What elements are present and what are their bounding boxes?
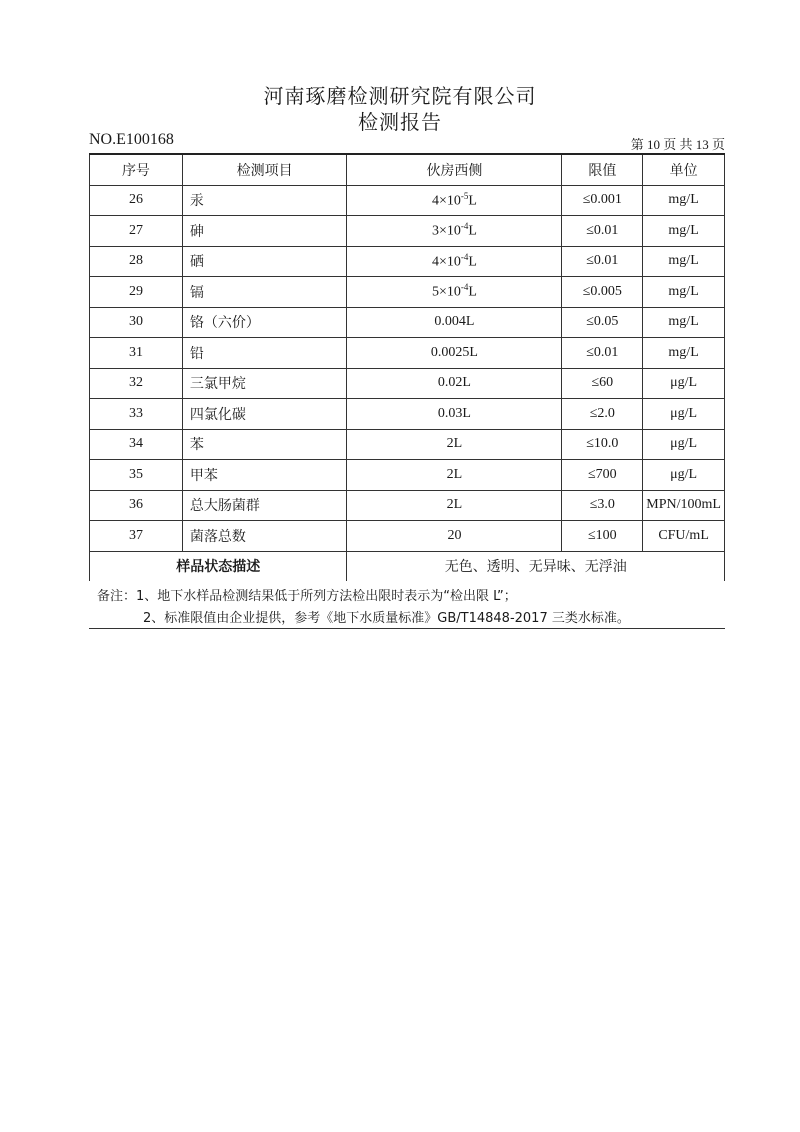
table-row: [90, 490, 725, 521]
report-number: NO.E100168: [89, 131, 174, 148]
table-row: [90, 460, 725, 491]
row-seq: 27: [90, 216, 183, 247]
row-item: 镉: [182, 277, 347, 308]
row-unit: CFU/mL: [643, 521, 725, 552]
row-result: $3\times 10^{-4}L$: [347, 216, 562, 247]
row-item: 甲苯: [182, 460, 347, 491]
row-seq: 29: [90, 277, 183, 308]
table-row: [90, 277, 725, 308]
header-seq: 序号: [90, 154, 183, 185]
document-title: 检测报告: [358, 110, 442, 134]
row-result: $4\times 10^{-5}L$: [347, 185, 562, 216]
row-limit: ≤0.001: [562, 185, 643, 216]
row-result: $5\times 10^{-4}L$: [347, 277, 562, 308]
row-seq: 33: [90, 399, 183, 430]
page-indicator: 第 10 页 共 13 页: [630, 137, 725, 152]
row-result: $4\times 10^{-4}L$: [347, 246, 562, 277]
row-result: 0.0025L: [347, 338, 562, 369]
table-row: [90, 368, 725, 399]
table-header-row: [90, 154, 725, 185]
row-unit: mg/L: [643, 338, 725, 369]
table-row: [90, 185, 725, 216]
row-result: 2L: [347, 460, 562, 491]
row-unit: mg/L: [643, 277, 725, 308]
row-item: 三氯甲烷: [182, 368, 347, 399]
row-item: 四氯化碳: [182, 399, 347, 430]
row-limit: ≤700: [562, 460, 643, 491]
table-body: [90, 185, 725, 551]
row-seq: 30: [90, 307, 183, 338]
table-row: [90, 399, 725, 430]
row-seq: 31: [90, 338, 183, 369]
row-unit: μg/L: [643, 460, 725, 491]
row-unit: mg/L: [643, 246, 725, 277]
row-limit: ≤60: [562, 368, 643, 399]
sample-state-row: [90, 551, 725, 581]
row-limit: ≤0.01: [562, 216, 643, 247]
row-item: 硒: [182, 246, 347, 277]
results-table: [89, 153, 725, 581]
row-limit: ≤0.01: [562, 246, 643, 277]
header-limit: 限值: [562, 154, 643, 185]
table-row: [90, 338, 725, 369]
table-row: [90, 216, 725, 247]
row-result: 0.03L: [347, 399, 562, 430]
row-limit: ≤0.01: [562, 338, 643, 369]
row-unit: μg/L: [643, 368, 725, 399]
table-row: [90, 429, 725, 460]
row-seq: 36: [90, 490, 183, 521]
header-unit: 单位: [643, 154, 725, 185]
row-result: 20: [347, 521, 562, 552]
row-seq: 37: [90, 521, 183, 552]
row-limit: ≤100: [562, 521, 643, 552]
company-name: 河南琢磨检测研究院有限公司: [263, 84, 537, 108]
note-line-2: 2、标准限值由企业提供，参考《地下水质量标准》GB/T14848-2017 三类水标准。: [143, 611, 630, 626]
row-unit: MPN/100mL: [643, 490, 725, 521]
table-row: [90, 521, 725, 552]
table-row: [90, 307, 725, 338]
sample-state-value: 无色、透明、无异味、无浮油: [347, 551, 725, 581]
row-seq: 35: [90, 460, 183, 491]
row-unit: μg/L: [643, 399, 725, 430]
row-item: 菌落总数: [182, 521, 347, 552]
row-limit: ≤3.0: [562, 490, 643, 521]
note-line-1: 备注：1、地下水样品检测结果低于所列方法检出限时表示为“检出限 L”；: [97, 589, 517, 604]
sample-state-label: 样品状态描述: [90, 551, 347, 581]
row-seq: 32: [90, 368, 183, 399]
header-location: 伙房西侧: [347, 154, 562, 185]
table-row: [90, 246, 725, 277]
row-limit: ≤0.05: [562, 307, 643, 338]
row-item: 苯: [182, 429, 347, 460]
row-seq: 28: [90, 246, 183, 277]
row-item: 汞: [182, 185, 347, 216]
row-unit: mg/L: [643, 216, 725, 247]
row-seq: 34: [90, 429, 183, 460]
notes-bottom-rule: [89, 628, 725, 629]
row-item: 总大肠菌群: [182, 490, 347, 521]
row-result: 0.02L: [347, 368, 562, 399]
row-limit: ≤0.005: [562, 277, 643, 308]
row-result: 2L: [347, 429, 562, 460]
header-item: 检测项目: [182, 154, 347, 185]
row-item: 砷: [182, 216, 347, 247]
row-item: 铬（六价）: [182, 307, 347, 338]
row-item: 铅: [182, 338, 347, 369]
row-seq: 26: [90, 185, 183, 216]
row-limit: ≤2.0: [562, 399, 643, 430]
row-unit: μg/L: [643, 429, 725, 460]
row-result: 2L: [347, 490, 562, 521]
row-limit: ≤10.0: [562, 429, 643, 460]
row-result: 0.004L: [347, 307, 562, 338]
notes: [97, 586, 727, 630]
row-unit: mg/L: [643, 185, 725, 216]
row-unit: mg/L: [643, 307, 725, 338]
